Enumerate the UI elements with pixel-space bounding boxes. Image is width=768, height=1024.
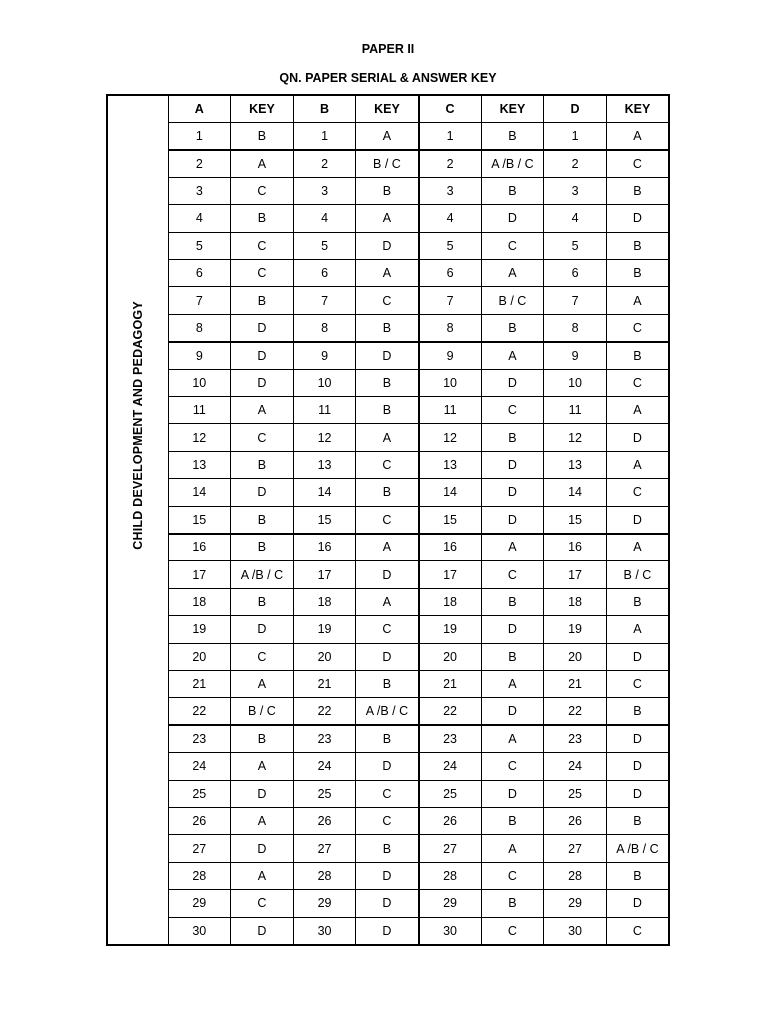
page-title: PAPER II — [361, 42, 415, 56]
question-number-cell: 5 — [168, 232, 231, 259]
answer-key-cell: C — [231, 177, 294, 204]
question-number-cell: 22 — [419, 698, 482, 725]
answer-key-cell: C — [606, 917, 669, 944]
question-number-cell: 12 — [293, 424, 356, 451]
answer-key-cell: D — [231, 314, 294, 341]
question-number-cell: 22 — [293, 698, 356, 725]
table-row — [107, 808, 669, 835]
question-number-cell: 21 — [544, 671, 607, 698]
answer-key-cell: B — [481, 890, 544, 917]
answer-key-cell: C — [606, 150, 669, 177]
question-number-cell: 27 — [419, 835, 482, 862]
answer-key-cell: C — [356, 616, 419, 643]
answer-key-cell: B — [606, 862, 669, 889]
table-row — [107, 396, 669, 423]
answer-key-cell: D — [231, 780, 294, 807]
question-number-cell: 8 — [544, 314, 607, 341]
answer-key-cell: A /B / C — [231, 561, 294, 588]
answer-key-cell: B — [606, 177, 669, 204]
question-number-cell: 4 — [168, 205, 231, 232]
answer-key-cell: C — [481, 232, 544, 259]
question-number-cell: 14 — [168, 479, 231, 506]
page-subtitle: QN. PAPER SERIAL & ANSWER KEY — [279, 71, 497, 85]
question-number-cell: 15 — [168, 506, 231, 533]
question-number-cell: 24 — [544, 753, 607, 780]
question-number-cell: 6 — [544, 259, 607, 286]
answer-key-cell: A — [231, 671, 294, 698]
question-number-cell: 3 — [168, 177, 231, 204]
question-number-cell: 15 — [419, 506, 482, 533]
question-number-cell: 25 — [419, 780, 482, 807]
answer-key-cell: C — [481, 753, 544, 780]
section-label-cell — [107, 95, 168, 945]
answer-key-cell: D — [481, 451, 544, 478]
question-number-cell: 2 — [419, 150, 482, 177]
question-number-cell: 26 — [293, 808, 356, 835]
question-number-cell: 10 — [544, 369, 607, 396]
answer-key-cell: D — [356, 643, 419, 670]
answer-key-cell: B / C — [606, 561, 669, 588]
column-header: D — [544, 95, 607, 122]
answer-key-cell: C — [481, 862, 544, 889]
answer-key-cell: D — [481, 616, 544, 643]
question-number-cell: 16 — [293, 534, 356, 561]
question-number-cell: 9 — [419, 342, 482, 369]
answer-key-cell: D — [606, 780, 669, 807]
question-number-cell: 11 — [293, 396, 356, 423]
question-number-cell: 3 — [544, 177, 607, 204]
answer-key-cell: B — [606, 588, 669, 615]
answer-key-cell: B — [356, 835, 419, 862]
question-number-cell: 23 — [419, 725, 482, 752]
answer-key-cell: B — [606, 342, 669, 369]
question-number-cell: 8 — [419, 314, 482, 341]
answer-key-cell: B — [606, 808, 669, 835]
question-number-cell: 28 — [293, 862, 356, 889]
question-number-cell: 6 — [293, 259, 356, 286]
answer-key-cell: B — [356, 396, 419, 423]
question-number-cell: 4 — [293, 205, 356, 232]
answer-key-cell: B — [481, 424, 544, 451]
answer-key-cell: B — [231, 534, 294, 561]
question-number-cell: 27 — [293, 835, 356, 862]
question-number-cell: 14 — [544, 479, 607, 506]
question-number-cell: 11 — [168, 396, 231, 423]
question-number-cell: 29 — [168, 890, 231, 917]
question-number-cell: 20 — [544, 643, 607, 670]
table-row — [107, 122, 669, 149]
answer-key-cell: A /B / C — [481, 150, 544, 177]
question-number-cell: 10 — [293, 369, 356, 396]
table-row — [107, 616, 669, 643]
answer-key-cell: A /B / C — [606, 835, 669, 862]
answer-key-cell: D — [231, 479, 294, 506]
question-number-cell: 3 — [293, 177, 356, 204]
table-row — [107, 890, 669, 917]
table-row — [107, 534, 669, 561]
answer-key-cell: A — [356, 122, 419, 149]
answer-key-cell: A — [231, 808, 294, 835]
question-number-cell: 25 — [544, 780, 607, 807]
question-number-cell: 8 — [168, 314, 231, 341]
question-number-cell: 13 — [168, 451, 231, 478]
table-row — [107, 424, 669, 451]
answer-key-cell: D — [606, 643, 669, 670]
answer-key-cell: A — [606, 396, 669, 423]
answer-key-cell: D — [481, 506, 544, 533]
answer-key-cell: A — [356, 588, 419, 615]
question-number-cell: 29 — [544, 890, 607, 917]
question-number-cell: 28 — [419, 862, 482, 889]
answer-key-cell: D — [231, 917, 294, 944]
column-header: KEY — [231, 95, 294, 122]
answer-key-cell: B — [231, 451, 294, 478]
question-number-cell: 19 — [419, 616, 482, 643]
answer-key-cell: A — [481, 835, 544, 862]
answer-key-cell: A — [356, 205, 419, 232]
answer-key-cell: C — [231, 890, 294, 917]
question-number-cell: 12 — [419, 424, 482, 451]
answer-key-cell: D — [231, 369, 294, 396]
question-number-cell: 30 — [419, 917, 482, 944]
question-number-cell: 8 — [293, 314, 356, 341]
question-number-cell: 10 — [419, 369, 482, 396]
question-number-cell: 26 — [544, 808, 607, 835]
answer-key-cell: D — [356, 917, 419, 944]
answer-key-cell: D — [606, 753, 669, 780]
answer-key-cell: A — [481, 725, 544, 752]
question-number-cell: 1 — [293, 122, 356, 149]
table-row — [107, 479, 669, 506]
answer-key-cell: B — [356, 314, 419, 341]
question-number-cell: 4 — [544, 205, 607, 232]
answer-key-cell: D — [231, 342, 294, 369]
question-number-cell: 20 — [419, 643, 482, 670]
question-number-cell: 29 — [293, 890, 356, 917]
table-row — [107, 369, 669, 396]
question-number-cell: 17 — [293, 561, 356, 588]
table-row — [107, 643, 669, 670]
question-number-cell: 9 — [293, 342, 356, 369]
question-number-cell: 20 — [293, 643, 356, 670]
table-row — [107, 561, 669, 588]
column-header: B — [293, 95, 356, 122]
answer-key-cell: B / C — [231, 698, 294, 725]
answer-key-cell: B — [231, 588, 294, 615]
answer-key-cell: A — [356, 534, 419, 561]
question-number-cell: 22 — [168, 698, 231, 725]
answer-key-cell: B — [231, 122, 294, 149]
question-number-cell: 15 — [544, 506, 607, 533]
question-number-cell: 9 — [544, 342, 607, 369]
answer-key-cell: D — [481, 780, 544, 807]
question-number-cell: 30 — [544, 917, 607, 944]
question-number-cell: 13 — [419, 451, 482, 478]
answer-key-cell: B — [481, 588, 544, 615]
answer-key-cell: C — [481, 561, 544, 588]
question-number-cell: 26 — [419, 808, 482, 835]
table-row — [107, 725, 669, 752]
answer-key-cell: C — [231, 232, 294, 259]
question-number-cell: 25 — [168, 780, 231, 807]
question-number-cell: 11 — [544, 396, 607, 423]
answer-key-cell: A — [356, 424, 419, 451]
question-number-cell: 5 — [293, 232, 356, 259]
answer-key-cell: B — [606, 698, 669, 725]
question-number-cell: 23 — [293, 725, 356, 752]
answer-key-cell: A — [231, 753, 294, 780]
question-number-cell: 24 — [419, 753, 482, 780]
answer-key-cell: D — [606, 890, 669, 917]
question-number-cell: 7 — [544, 287, 607, 314]
question-number-cell: 5 — [419, 232, 482, 259]
question-number-cell: 1 — [168, 122, 231, 149]
answer-key-cell: A — [481, 259, 544, 286]
answer-key-cell: C — [606, 314, 669, 341]
answer-key-cell: B — [606, 259, 669, 286]
question-number-cell: 1 — [419, 122, 482, 149]
question-number-cell: 14 — [293, 479, 356, 506]
table-row — [107, 698, 669, 725]
question-number-cell: 9 — [168, 342, 231, 369]
question-number-cell: 18 — [168, 588, 231, 615]
answer-key-cell: D — [481, 698, 544, 725]
question-number-cell: 2 — [544, 150, 607, 177]
table-row — [107, 342, 669, 369]
answer-key-table — [106, 94, 670, 946]
answer-key-cell: B — [231, 287, 294, 314]
answer-key-cell: D — [481, 369, 544, 396]
section-label: CHILD DEVELOPMENT AND PEDAGOGY — [130, 300, 145, 550]
answer-key-cell: C — [356, 808, 419, 835]
table-row — [107, 177, 669, 204]
question-number-cell: 23 — [168, 725, 231, 752]
answer-key-cell: A — [481, 342, 544, 369]
table-row — [107, 314, 669, 341]
answer-key-cell: B — [356, 369, 419, 396]
column-header: KEY — [481, 95, 544, 122]
answer-key-cell: B — [481, 808, 544, 835]
answer-key-cell: B — [481, 177, 544, 204]
answer-key-cell: A — [606, 287, 669, 314]
column-header: C — [419, 95, 482, 122]
table-row — [107, 917, 669, 944]
question-number-cell: 21 — [168, 671, 231, 698]
answer-key-cell: B — [356, 479, 419, 506]
answer-key-cell: C — [356, 451, 419, 478]
answer-key-cell: A — [606, 534, 669, 561]
answer-key-cell: D — [356, 890, 419, 917]
answer-key-cell: A — [606, 451, 669, 478]
question-number-cell: 27 — [544, 835, 607, 862]
answer-key-cell: B — [356, 177, 419, 204]
question-number-cell: 28 — [168, 862, 231, 889]
answer-key-cell: C — [356, 287, 419, 314]
answer-key-cell: A — [606, 616, 669, 643]
answer-key-cell: C — [606, 671, 669, 698]
question-number-cell: 21 — [419, 671, 482, 698]
question-number-cell: 22 — [544, 698, 607, 725]
answer-key-cell: D — [231, 835, 294, 862]
table-row — [107, 287, 669, 314]
answer-key-cell: A — [231, 862, 294, 889]
question-number-cell: 20 — [168, 643, 231, 670]
question-number-cell: 13 — [544, 451, 607, 478]
answer-key-cell: A — [231, 150, 294, 177]
table-row — [107, 753, 669, 780]
table-row — [107, 671, 669, 698]
column-header: A — [168, 95, 231, 122]
question-number-cell: 30 — [293, 917, 356, 944]
table-row — [107, 588, 669, 615]
question-number-cell: 10 — [168, 369, 231, 396]
table-row — [107, 259, 669, 286]
question-number-cell: 19 — [544, 616, 607, 643]
answer-key-cell: D — [356, 342, 419, 369]
question-number-cell: 24 — [293, 753, 356, 780]
question-number-cell: 3 — [419, 177, 482, 204]
table-row — [107, 780, 669, 807]
answer-key-cell: A — [356, 259, 419, 286]
question-number-cell: 27 — [168, 835, 231, 862]
table-row — [107, 862, 669, 889]
answer-key-cell: A /B / C — [356, 698, 419, 725]
question-number-cell: 18 — [544, 588, 607, 615]
answer-key-cell: B — [481, 314, 544, 341]
table-row — [107, 451, 669, 478]
question-number-cell: 17 — [544, 561, 607, 588]
question-number-cell: 5 — [544, 232, 607, 259]
answer-key-cell: C — [356, 506, 419, 533]
answer-key-cell: C — [481, 917, 544, 944]
question-number-cell: 7 — [419, 287, 482, 314]
question-number-cell: 2 — [168, 150, 231, 177]
question-number-cell: 16 — [544, 534, 607, 561]
answer-key-cell: C — [231, 259, 294, 286]
answer-key-cell: A — [481, 534, 544, 561]
column-header: KEY — [356, 95, 419, 122]
answer-key-cell: B — [356, 671, 419, 698]
answer-key-cell: B — [606, 232, 669, 259]
question-number-cell: 12 — [544, 424, 607, 451]
answer-key-cell: B / C — [481, 287, 544, 314]
table-row — [107, 835, 669, 862]
answer-key-cell: D — [606, 725, 669, 752]
answer-key-cell: C — [606, 369, 669, 396]
answer-key-cell: D — [606, 424, 669, 451]
answer-key-cell: D — [356, 862, 419, 889]
question-number-cell: 2 — [293, 150, 356, 177]
answer-key-cell: A — [481, 671, 544, 698]
answer-key-cell: D — [606, 205, 669, 232]
question-number-cell: 18 — [293, 588, 356, 615]
question-number-cell: 29 — [419, 890, 482, 917]
column-header: KEY — [606, 95, 669, 122]
answer-key-cell: B — [231, 725, 294, 752]
question-number-cell: 14 — [419, 479, 482, 506]
table-header-row — [107, 95, 669, 122]
question-number-cell: 18 — [419, 588, 482, 615]
answer-key-cell: C — [481, 396, 544, 423]
answer-key-cell: B / C — [356, 150, 419, 177]
answer-key-cell: B — [231, 205, 294, 232]
answer-key-cell: B — [356, 725, 419, 752]
answer-key-cell: C — [356, 780, 419, 807]
table-row — [107, 150, 669, 177]
question-number-cell: 4 — [419, 205, 482, 232]
answer-key-cell: D — [356, 753, 419, 780]
answer-key-cell: C — [606, 479, 669, 506]
answer-key-cell: D — [231, 616, 294, 643]
answer-key-cell: A — [231, 396, 294, 423]
answer-key-cell: A — [606, 122, 669, 149]
answer-key-cell: B — [231, 506, 294, 533]
answer-key-cell: C — [231, 424, 294, 451]
question-number-cell: 23 — [544, 725, 607, 752]
answer-key-cell: C — [231, 643, 294, 670]
table-row — [107, 232, 669, 259]
answer-key-cell: D — [481, 479, 544, 506]
question-number-cell: 28 — [544, 862, 607, 889]
question-number-cell: 16 — [419, 534, 482, 561]
question-number-cell: 7 — [293, 287, 356, 314]
answer-key-cell: D — [481, 205, 544, 232]
answer-key-cell: B — [481, 643, 544, 670]
question-number-cell: 26 — [168, 808, 231, 835]
question-number-cell: 24 — [168, 753, 231, 780]
table-row — [107, 205, 669, 232]
question-number-cell: 21 — [293, 671, 356, 698]
question-number-cell: 19 — [293, 616, 356, 643]
answer-key-cell: D — [356, 561, 419, 588]
question-number-cell: 13 — [293, 451, 356, 478]
question-number-cell: 6 — [168, 259, 231, 286]
question-number-cell: 17 — [419, 561, 482, 588]
question-number-cell: 12 — [168, 424, 231, 451]
question-number-cell: 19 — [168, 616, 231, 643]
question-number-cell: 16 — [168, 534, 231, 561]
question-number-cell: 7 — [168, 287, 231, 314]
table-row — [107, 506, 669, 533]
question-number-cell: 1 — [544, 122, 607, 149]
answer-key-cell: B — [481, 122, 544, 149]
question-number-cell: 30 — [168, 917, 231, 944]
question-number-cell: 17 — [168, 561, 231, 588]
question-number-cell: 15 — [293, 506, 356, 533]
answer-key-cell: D — [356, 232, 419, 259]
answer-key-cell: D — [606, 506, 669, 533]
question-number-cell: 6 — [419, 259, 482, 286]
question-number-cell: 11 — [419, 396, 482, 423]
question-number-cell: 25 — [293, 780, 356, 807]
